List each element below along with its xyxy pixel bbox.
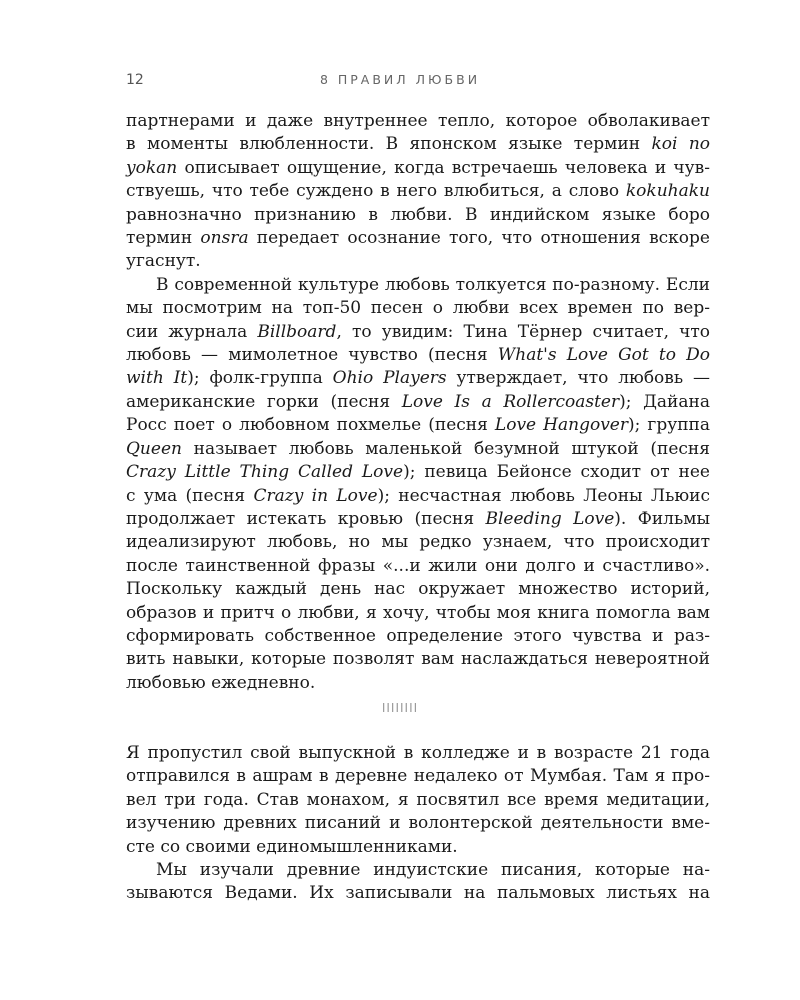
text-run: ); певица Бейонсе сходит от нее — [403, 462, 710, 483]
text-run: американские горки (песня — [126, 391, 402, 412]
text-line — [126, 625, 710, 648]
text-run: В современной культуре любовь толкуется по-разному. Если — [156, 274, 710, 295]
italic-text: yokan — [126, 157, 178, 178]
italic-text: koi no — [651, 134, 711, 155]
text-line — [126, 204, 710, 227]
text-line — [126, 836, 710, 859]
text-run: образов и притч о любви, я хочу, чтобы моя книга помогла вам — [126, 602, 710, 623]
text-line — [126, 555, 710, 578]
text-run: Я пропустил свой выпускной в колледже и в возрасте 21 года — [126, 743, 710, 763]
text-line — [126, 765, 710, 788]
text-run: ); группа — [628, 415, 711, 436]
text-run: вить навыки, которые позволят вам наслаждаться невероятной — [126, 649, 710, 670]
text-line — [126, 485, 710, 508]
text-run: описывает ощущение, когда встречаешь человека и чув- — [177, 157, 710, 178]
text-line — [126, 461, 710, 484]
text-run: идеализируют любовь, но мы редко узнаем, что происходит — [126, 532, 710, 553]
text-run: сформировать собственное определение этого чувства и раз- — [126, 625, 710, 646]
text-line — [126, 859, 710, 882]
text-line — [126, 672, 710, 695]
text-run: мы посмотрим на топ-50 песен о любви всех времен по вер- — [126, 298, 710, 319]
text-run: ствуешь, что тебе суждено в него влюбиться, а слово — [126, 181, 626, 202]
text-run: , то увидим: Тина Тёрнер считает, что — [336, 321, 710, 342]
text-run: с ума (песня — [126, 485, 254, 506]
italic-text: Billboard — [257, 321, 337, 342]
text-line — [126, 602, 710, 625]
text-run: передает осознание того, что отношения вскоре — [248, 228, 710, 249]
text-run: термин — [126, 228, 201, 249]
text-run: называет любовь маленькой безумной штукой (песня — [181, 438, 710, 459]
text-run: изучению древних писаний и волонтерской деятельности вме- — [126, 813, 710, 834]
italic-text: onsra — [200, 228, 249, 249]
running-title: 8 ПРАВИЛ ЛЮБВИ — [319, 72, 481, 87]
text-line — [126, 414, 710, 437]
text-run: любовью ежедневно. — [126, 672, 316, 693]
text-run: ). Фильмы — [614, 508, 710, 529]
text-line — [126, 250, 710, 273]
text-line — [126, 274, 710, 297]
italic-text: What's Love Got to Do — [497, 345, 710, 366]
italic-text: with It — [126, 368, 188, 389]
text-run: Поскольку каждый день нас окружает множество историй, — [126, 579, 710, 600]
text-run: ); несчастная любовь Леоны Льюис — [377, 485, 710, 506]
text-line — [126, 133, 710, 156]
text-line — [126, 531, 710, 554]
text-line — [126, 648, 710, 671]
italic-text: Crazy in Love — [253, 485, 378, 506]
text-line — [126, 344, 710, 367]
italic-text: Bleeding Love — [485, 508, 615, 529]
text-run: после таинственной фразы «...и жили они долго и счастливо». — [126, 555, 710, 576]
text-run: ); Дайана — [619, 391, 710, 412]
text-run: продолжает истекать кровью (песня — [126, 508, 486, 529]
text-run: в моменты влюбленности. В японском языке термин — [126, 134, 652, 155]
text-run: Росс поет о любовном похмелье (песня — [126, 415, 495, 436]
text-run: сте со своими единомышленниками. — [126, 836, 458, 857]
text-line — [126, 438, 710, 461]
text-run: угаснут. — [126, 251, 201, 272]
text-run: отправился в ашрам в деревне недалеко от Мумбая. Там я про- — [126, 766, 710, 787]
text-line — [126, 508, 710, 531]
text-line — [126, 367, 710, 390]
text-line — [126, 157, 710, 180]
text-line — [126, 789, 710, 812]
text-run: Мы изучали древние индуистские писания, которые на- — [156, 860, 710, 881]
text-line — [126, 297, 710, 320]
italic-text: Ohio Players — [332, 368, 447, 389]
text-run: партнерами и даже внутреннее тепло, которое обволакивает — [126, 111, 710, 131]
text-run: ); фолк-группа — [187, 368, 333, 389]
italic-text: kokuhaku — [625, 181, 710, 202]
page-number: 12 — [126, 72, 144, 88]
text-line — [126, 742, 710, 765]
italic-text: Crazy Little Thing Called Love — [126, 462, 404, 483]
text-run: сии журнала — [126, 321, 258, 342]
body-text-block-1 — [126, 110, 710, 695]
text-line — [126, 321, 710, 344]
section-separator: IIIIIIII — [381, 701, 419, 715]
text-run: равнозначно признанию в любви. В индийском языке боро — [126, 204, 710, 225]
text-run: утверждает, что любовь — — [446, 368, 710, 389]
text-line — [126, 391, 710, 414]
page-header — [0, 72, 800, 92]
text-run: зываются Ведами. Их записывали на пальмовых листьях на — [126, 883, 710, 904]
text-line — [126, 578, 710, 601]
text-line — [126, 812, 710, 835]
text-line — [126, 227, 710, 250]
body-text-block-2 — [126, 742, 710, 906]
text-run: любовь — мимолетное чувство (песня — [126, 345, 498, 366]
italic-text: Queen — [126, 438, 182, 459]
italic-text: Love Hangover — [494, 415, 628, 436]
text-line — [126, 882, 710, 905]
italic-text: Love Is a Rollercoaster — [401, 391, 620, 412]
text-line — [126, 110, 710, 133]
text-line — [126, 180, 710, 203]
text-run: вел три года. Став монахом, я посвятил все время медитации, — [126, 789, 710, 810]
